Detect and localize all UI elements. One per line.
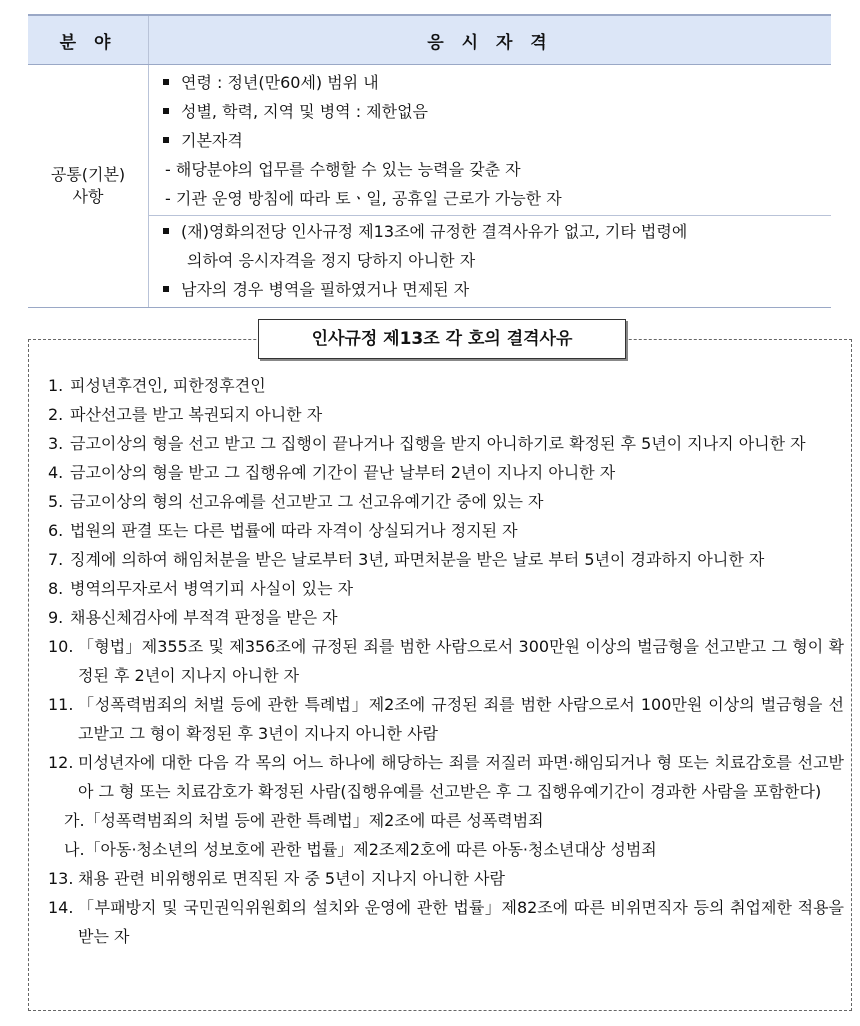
- list-item-body: 「형법」제355조 및 제356조에 규정된 죄를 범한 사람으로서 300만원 이상의 벌금형을 선고받고 그 형이 확정된 후 2년이 지나지 아니한 자: [78, 637, 844, 685]
- table-header-row: [28, 15, 831, 65]
- list-item-number: 가.: [64, 811, 85, 830]
- list-item-number: 9.: [48, 608, 64, 627]
- qualification-block-basic: [149, 65, 831, 216]
- header-field: 분 야: [28, 15, 149, 65]
- list-item-body: 징계에 의하여 해임처분을 받은 날로부터 3년, 파면처분을 받은 날로 부터 5년이 경과하지 아니한 자: [70, 550, 765, 569]
- list-item-number: 5.: [48, 492, 64, 511]
- list-item-text: [64, 840, 657, 859]
- qualification-line: 의하여 응시자격을 정지 당하지 아니한 자: [187, 251, 476, 270]
- list-item: [48, 429, 844, 458]
- header-qualification: 응 시 자 격: [149, 15, 832, 65]
- list-item-body: 금고이상의 형을 선고 받고 그 집행이 끝나거나 집행을 받지 아니하기로 확정된 후 5년이 지나지 아니한 자: [70, 434, 806, 453]
- disqualification-list: [48, 371, 844, 951]
- disqualification-title: 인사규정 제13조 각 호의 결격사유: [258, 319, 626, 359]
- list-item: [48, 487, 844, 516]
- list-item: [48, 458, 844, 487]
- field-label-text: 공통(기본) 사항: [50, 165, 126, 206]
- qualification-table: [28, 14, 831, 308]
- list-item-number: 13.: [48, 869, 74, 888]
- list-item: [48, 690, 844, 748]
- list-item-number: 10.: [48, 637, 74, 656]
- list-item-body: 「성폭력범죄의 처벌 등에 관한 특례법」제2조에 규정된 죄를 범한 사람으로서 100만원 이상의 벌금형을 선고받고 그 형이 확정된 후 3년이 지나지 아니한 사람: [78, 695, 844, 743]
- qualification-line: - 해당분야의 업무를 수행할 수 있는 능력을 갖춘 자: [165, 160, 521, 179]
- list-item-body: 피성년후견인, 피한정후견인: [70, 376, 266, 395]
- list-item: [48, 748, 844, 806]
- list-item-number: 8.: [48, 579, 64, 598]
- list-item-body: 법원의 판결 또는 다른 법률에 따라 자격이 상실되거나 정지된 자: [70, 521, 518, 540]
- list-item: [48, 545, 844, 574]
- list-item-number: 1.: [48, 376, 64, 395]
- list-item: [48, 864, 844, 893]
- list-item-number: 3.: [48, 434, 64, 453]
- list-item-body: 금고이상의 형을 받고 그 집행유예 기간이 끝난 날부터 2년이 지나지 아니한 자: [70, 463, 616, 482]
- list-item: [48, 893, 844, 951]
- list-item-body: 채용 관련 비위행위로 면직된 자 중 5년이 지나지 아니한 사람: [78, 869, 505, 888]
- list-item-body: 미성년자에 대한 다음 각 목의 어느 하나에 해당하는 죄를 저질러 파면·해임되거나 형 또는 치료감호를 선고받아 그 형 또는 치료감호가 확정된 사람(집행유예를 선고받은 후 그 집행유예기간이 경과한 사람을 포함한다): [78, 753, 844, 801]
- list-item-number: 2.: [48, 405, 64, 424]
- list-item-body: 「아동·청소년의 성보호에 관한 법률」제2조제2호에 따른 아동·청소년대상 성범죄: [84, 840, 657, 859]
- list-item: [48, 835, 844, 864]
- field-label: [28, 65, 149, 308]
- list-item-body: 「성폭력범죄의 처벌 등에 관한 특례법」제2조에 따른 성폭력범죄: [84, 811, 544, 830]
- list-item-number: 7.: [48, 550, 64, 569]
- list-item: [48, 574, 844, 603]
- qualification-cell: [149, 65, 832, 308]
- list-item: [48, 603, 844, 632]
- list-item-body: 병역의무자로서 병역기피 사실이 있는 자: [70, 579, 354, 598]
- qualification-line: 남자의 경우 병역을 필하였거나 면제된 자: [161, 275, 831, 304]
- list-item-number: 14.: [48, 898, 74, 917]
- list-item: [48, 371, 844, 400]
- qualification-line: - 기관 운영 방침에 따라 토ㆍ일, 공휴일 근로가 가능한 자: [165, 189, 562, 208]
- qualification-block-legal: [149, 216, 831, 307]
- list-item: [48, 806, 844, 835]
- list-item-text: [64, 811, 544, 830]
- list-item-number: 6.: [48, 521, 64, 540]
- list-item: [48, 632, 844, 690]
- table-row-common: [28, 65, 831, 308]
- list-item: [48, 516, 844, 545]
- list-item-body: 파산선고를 받고 복권되지 아니한 자: [70, 405, 323, 424]
- qualification-line: 성별, 학력, 지역 및 병역 : 제한없음: [161, 97, 831, 126]
- list-item: [48, 400, 844, 429]
- list-item-number: 4.: [48, 463, 64, 482]
- list-item-body: 금고이상의 형의 선고유예를 선고받고 그 선고유예기간 중에 있는 자: [70, 492, 544, 511]
- list-item-number: 12.: [48, 753, 74, 772]
- list-item-number: 11.: [48, 695, 74, 714]
- list-item-body: 채용신체검사에 부적격 판정을 받은 자: [70, 608, 338, 627]
- qualification-line: 연령 : 정년(만60세) 범위 내: [161, 68, 831, 97]
- list-item-body: 「부패방지 및 국민권익위원회의 설치와 운영에 관한 법률」제82조에 따른 비위면직자 등의 취업제한 적용을 받는 자: [78, 898, 844, 946]
- list-item-number: 나.: [64, 840, 85, 859]
- qualification-line: 기본자격: [161, 126, 831, 155]
- qualification-line: (재)영화의전당 인사규정 제13조에 규정한 결격사유가 없고, 기타 법령에: [161, 217, 831, 246]
